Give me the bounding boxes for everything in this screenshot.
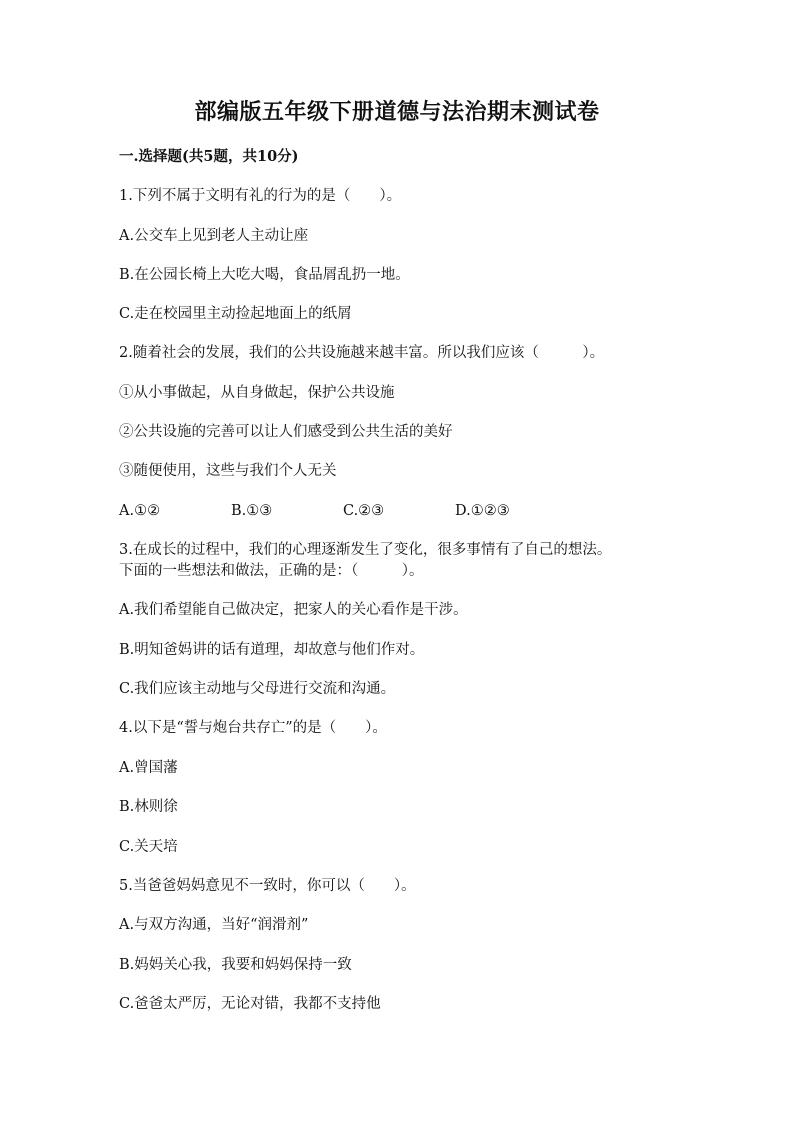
question-1-stem: 1.下列不属于文明有礼的行为的是（ ）。	[119, 188, 402, 204]
question-4-option-a: A.曾国藩	[119, 760, 178, 776]
question-4-option-c: C.关天培	[119, 839, 178, 855]
question-2-statement-1: ①从小事做起，从自身做起，保护公共设施	[119, 385, 395, 401]
question-5-option-a: A.与双方沟通，当好“润滑剂”	[119, 917, 309, 933]
question-5-stem: 5.当爸爸妈妈意见不一致时，你可以（ ）。	[119, 878, 416, 894]
question-2-statement-2: ②公共设施的完善可以让人们感受到公共生活的美好	[119, 424, 453, 440]
question-5-option-c: C.爸爸太严厉，无论对错，我都不支持他	[119, 996, 381, 1012]
question-2-option-b: B.①③	[231, 503, 273, 519]
question-1-option-a: A.公交车上见到老人主动让座	[119, 228, 309, 244]
question-3-stem-line-2: 下面的一些想法和做法，正确的是：（ ）。	[119, 563, 424, 579]
question-2-options	[119, 500, 679, 522]
section-heading: 一.选择题(共5题，共10分)	[119, 148, 299, 165]
question-2-stem: 2.随着社会的发展，我们的公共设施越来越丰富。所以我们应该（ ）。	[119, 345, 605, 361]
question-2-option-c: C.②③	[343, 503, 385, 519]
question-3-option-a: A.我们希望能自己做决定，把家人的关心看作是干涉。	[119, 602, 468, 618]
question-1-option-b: B.在公园长椅上大吃大喝，食品屑乱扔一地。	[119, 267, 410, 283]
question-3-option-c: C.我们应该主动地与父母进行交流和沟通。	[119, 681, 396, 697]
page-title: 部编版五年级下册道德与法治期末测试卷	[194, 99, 600, 125]
question-5-option-b: B.妈妈关心我，我要和妈妈保持一致	[119, 957, 352, 973]
question-3-option-b: B.明知爸妈讲的话有道理，却故意与他们作对。	[119, 642, 425, 658]
question-4-stem: 4.以下是“誓与炮台共存亡”的是（ ）。	[119, 720, 387, 736]
question-2-option-d: D.①②③	[455, 503, 510, 519]
question-1-option-c: C.走在校园里主动捡起地面上的纸屑	[119, 306, 352, 322]
question-3-stem-line-1: 3.在成长的过程中，我们的心理逐渐发生了变化，很多事情有了自己的想法。	[119, 542, 612, 558]
question-4-option-b: B.林则徐	[119, 799, 178, 815]
question-2-option-a: A.①②	[119, 503, 161, 519]
question-2-statement-3: ③随便使用，这些与我们个人无关	[119, 463, 337, 479]
